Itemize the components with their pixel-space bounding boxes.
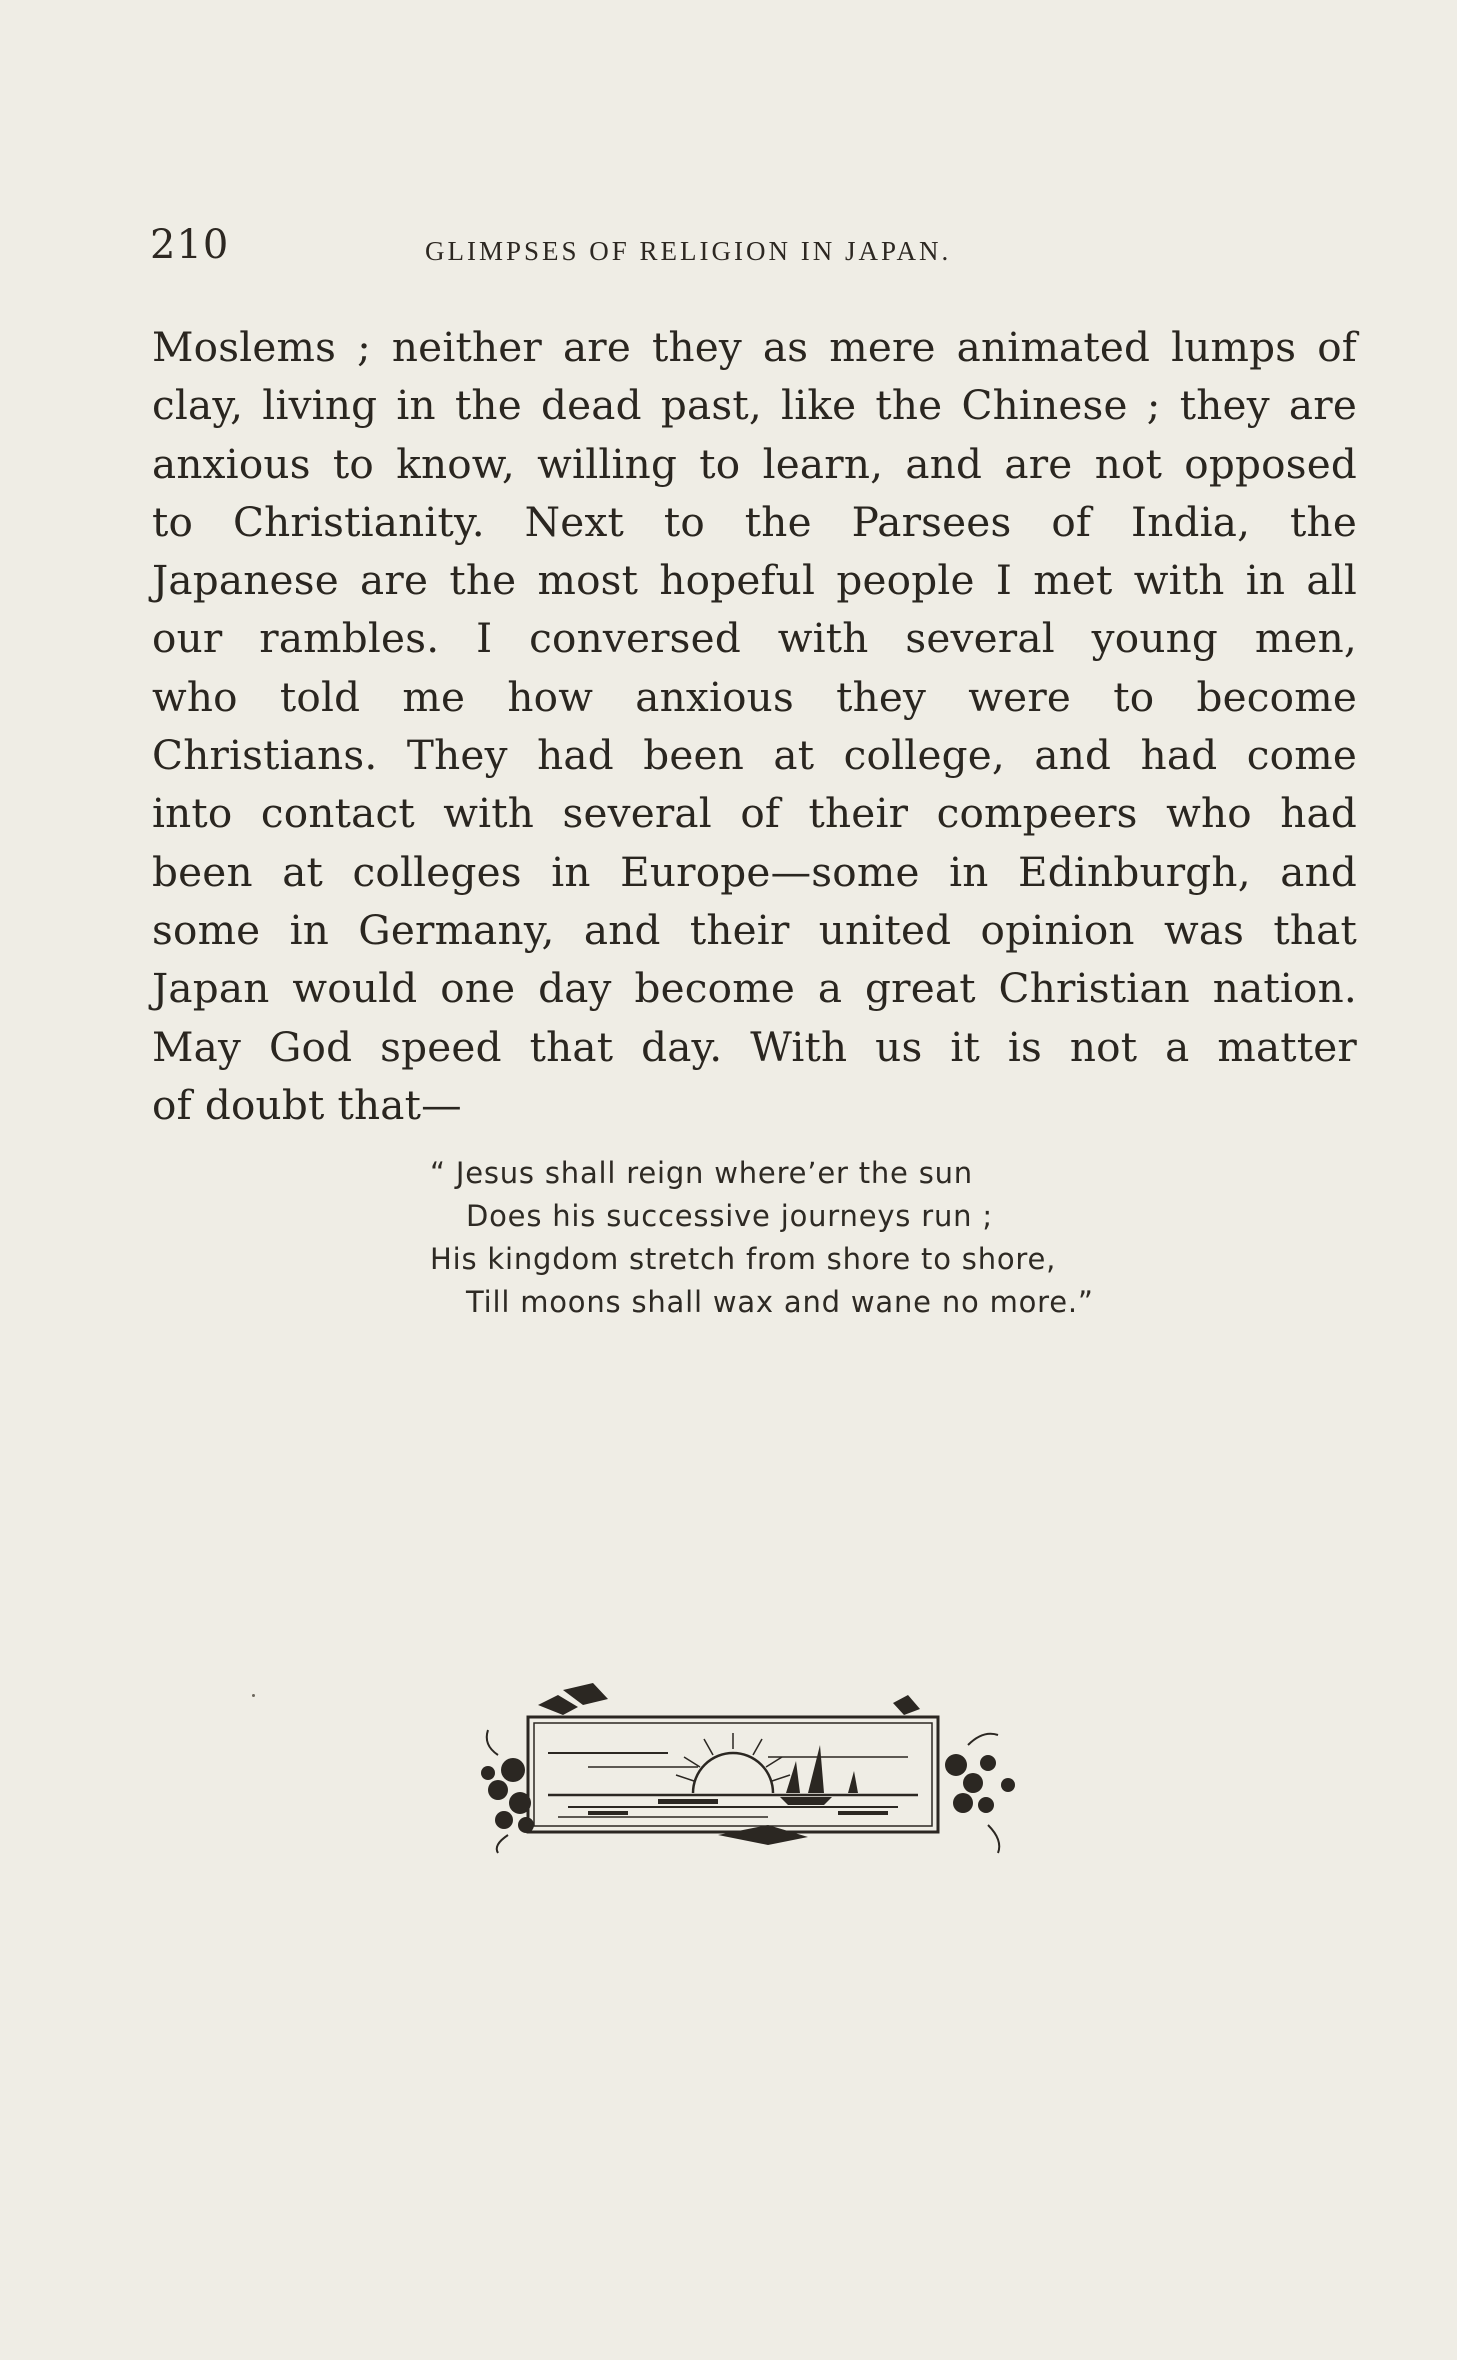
text-line: to Christianity. Next to the Parsees of India, the — [152, 497, 1357, 546]
text-line: anxious to know, willing to learn, and are not opposed — [152, 439, 1357, 488]
seascape-tailpiece-ornament — [468, 1675, 1028, 1855]
text-line: May God speed that day. With us it is not a matter — [152, 1022, 1357, 1071]
text-line: our rambles. I conversed with several young men, — [152, 614, 1357, 663]
running-head: GLIMPSES OF RELIGION IN JAPAN. — [425, 236, 952, 266]
hymn-line: “ Jesus shall reign where’er the sun — [430, 1156, 973, 1190]
text-line: Moslems ; neither are they as mere animated lumps of — [152, 323, 1357, 371]
text-line: who told me how anxious they were to become — [152, 672, 1357, 721]
page-header — [150, 222, 1355, 282]
text-line: Japan would one day become a great Christian nation. — [152, 964, 1357, 1013]
text-line: some in Germany, and their united opinion was that — [152, 905, 1357, 954]
text-line: been at colleges in Europe—some in Edinburgh, and — [152, 847, 1357, 896]
hymn-line: Does his successive journeys run ; — [466, 1199, 993, 1233]
text-line: clay, living in the dead past, like the Chinese ; they are — [152, 381, 1357, 430]
text-line: Japanese are the most hopeful people I met with in all — [152, 556, 1357, 605]
hymn-line: Till moons shall wax and wane no more.” — [466, 1285, 1094, 1319]
text-line: into contact with several of their compeers who had — [152, 789, 1357, 838]
paper-speck — [252, 1694, 255, 1697]
hymn-line: His kingdom stretch from shore to shore, — [430, 1242, 1057, 1276]
text-line: Christians. They had been at college, and had come — [152, 731, 1357, 780]
body-paragraph — [152, 318, 1357, 1134]
hymn-quotation — [400, 1152, 1160, 1324]
text-line: of doubt that— — [152, 1080, 462, 1129]
page-number: 210 — [150, 222, 230, 268]
